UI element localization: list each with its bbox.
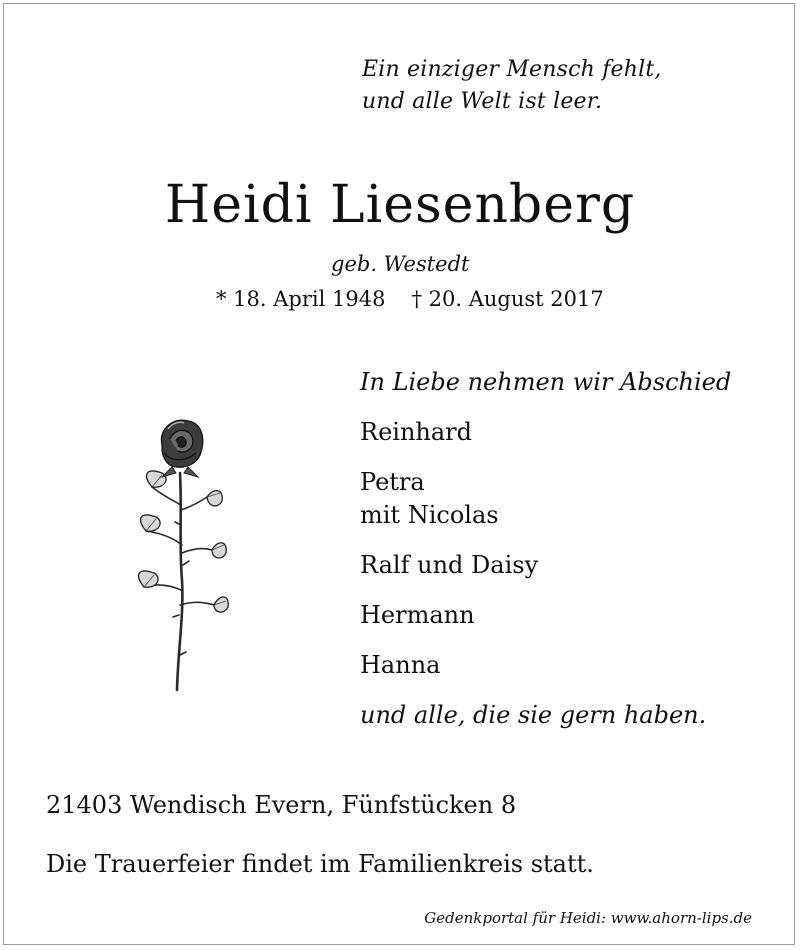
memorial-quote (362, 54, 662, 118)
ceremony-note: Die Trauerfeier findet im Familienkreis statt. (46, 850, 594, 878)
mourner-name: Hanna (360, 651, 441, 679)
quote-line-1: Ein einziger Mensch fehlt, (362, 57, 662, 82)
closing-line: und alle, die sie gern haben. (360, 701, 707, 729)
mourner-name: Petra (360, 468, 425, 496)
deceased-name: Heidi Liesenberg (164, 175, 636, 235)
mourners-list (360, 366, 731, 732)
quote-line-2: und alle Welt ist leer. (362, 89, 603, 114)
maiden-name: geb. Westedt (331, 252, 470, 276)
birth-date: * 18. April 1948 (216, 287, 386, 311)
family-address: 21403 Wendisch Evern, Fünfstücken 8 (46, 791, 517, 819)
mourner-name: Reinhard (360, 418, 473, 446)
mourner-name: Ralf und Daisy (360, 551, 539, 579)
mourner-name: Hermann (360, 601, 475, 629)
memorial-portal-link[interactable]: Gedenkportal für Heidi: www.ahorn-lips.de (424, 909, 752, 927)
mourner-name: mit Nicolas (360, 501, 499, 529)
farewell-line: In Liebe nehmen wir Abschied (360, 368, 732, 396)
life-dates (216, 284, 604, 314)
rose-icon (132, 415, 232, 700)
death-date: † 20. August 2017 (411, 287, 604, 311)
